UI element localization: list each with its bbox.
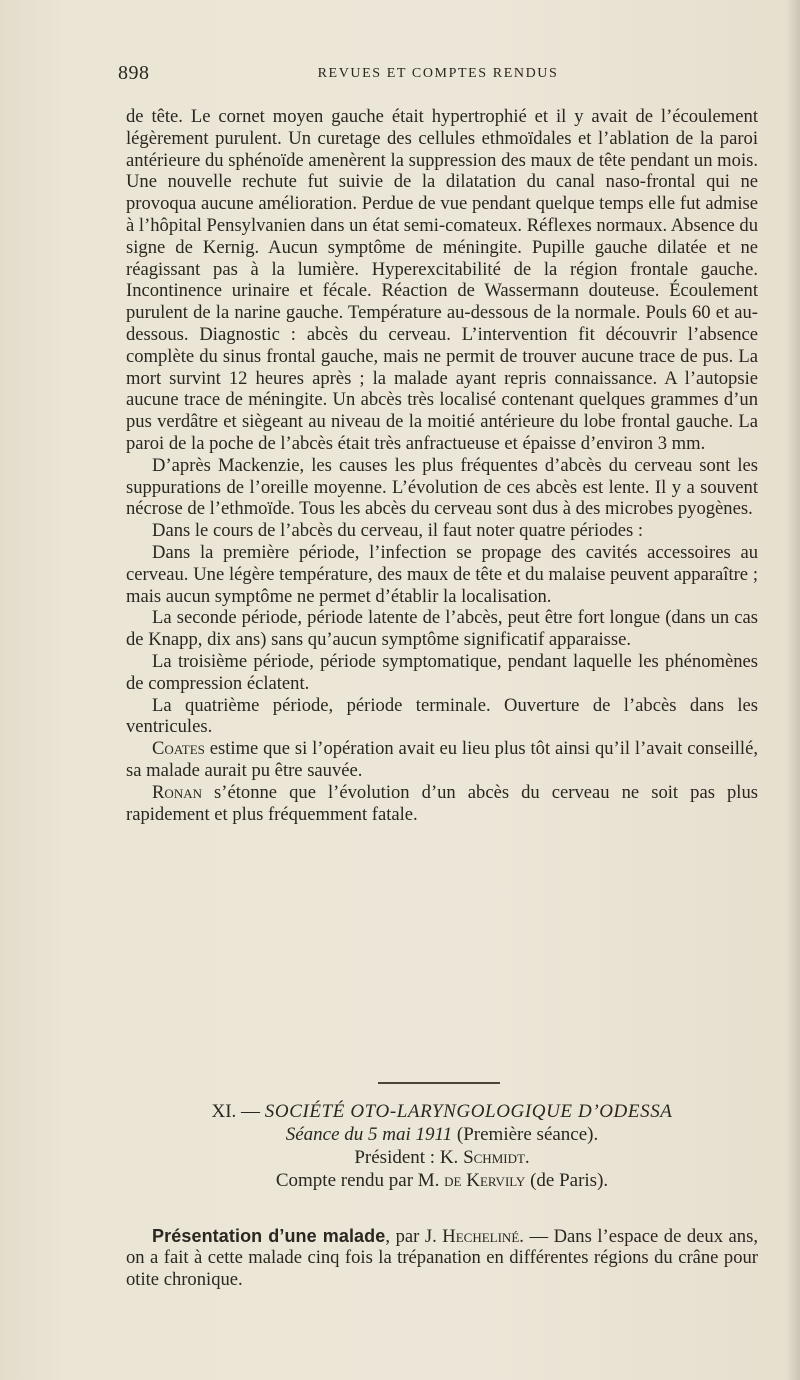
report-name: Kervily (461, 1170, 526, 1191)
paragraph-first-period: Dans la première période, l’infection se propage des cavités accessoires au cerveau. Une légère température, des maux de tête et du malaise peuvent apparaître ; mais aucun symptôme ne permet d’établir la localisation. (126, 541, 758, 607)
section-number: XI. (211, 1101, 237, 1122)
body-text (126, 106, 758, 825)
section-heading (126, 1100, 758, 1192)
paragraph-coates (126, 738, 758, 782)
session-date: Séance du 5 mai 1911 (285, 1124, 453, 1145)
paragraph-case-report: de tête. Le cornet moyen gauche était hypertrophié et il y avait de l’écoulement légèrement purulent. Un curetage des cellules ethmoïdales et l’ablation de la paroi antérieure du sphénoïde amenèrent la suppression des maux de tête pendant un mois. Une nouvelle rechute fut suivie de la dilatation du canal naso-frontal qui ne provoqua aucune amélioration. Perdue de vue pendant quelque temps elle fut admise à l’hôpital Pensylvanien dans un état semi-comateux. Réflexes normaux. Absence du signe de Kernig. Aucun symptôme de méningite. Pupille gauche dilatée et ne réagissant pas à la lumière. Hyperexcitabilité de la région frontale gauche. Incontinence urinaire et fécale. Réaction de Wassermann douteuse. Écoulement purulent de la narine gauche. Température au-dessous de la normale. Pouls 60 et au-dessous. Diagnostic : abcès du cerveau. L’intervention fit découvrir l’absence complète du sinus frontal gauche, mais ne permit de trouver aucune trace de pus. La mort survint 12 heures après ; la malade ayant repris connaissance. A l’autopsie aucune trace de méningite. Un abcès très localisé contenant quelques grammes d’un pus verdâtre et siègeant au niveau de la moitié antérieure du lobe frontal gauche. La paroi de la poche de l’abcès était très anfractueuse et épaisse d’environ 3 mm. (126, 106, 759, 454)
report-suffix: (de Paris). (525, 1170, 609, 1191)
paragraph-third-period: La troisième période, période symptomatique, pendant laquelle les phénomènes de compression éclatent. (126, 650, 758, 694)
session-line (126, 1123, 758, 1146)
paragraph-ronan (126, 782, 758, 826)
report-prefix: Compte rendu par M. (275, 1170, 445, 1191)
society-title: SOCIÉTÉ OTO-LARYNGOLOGIQUE D’ODESSA (264, 1101, 673, 1122)
society-heading-line (126, 1100, 758, 1123)
author-ronan: Ronan (152, 781, 202, 803)
section-divider (378, 1082, 500, 1084)
running-head: REVUES ET COMPTES RENDUS (317, 66, 559, 81)
report-line (126, 1169, 758, 1192)
presentation-heading: Présentation d’une malade (152, 1225, 386, 1246)
report-particle: de (444, 1170, 462, 1191)
paragraph-second-period: La seconde période, période latente de l’abcès, peut être fort longue (dans un cas de Knapp, dix ans) sans qu’aucun symptôme significatif apparaisse. (126, 607, 758, 651)
presentation-author-prefix: , par J. (385, 1225, 443, 1247)
session-note: (Première séance). (452, 1124, 599, 1145)
president-line (126, 1146, 758, 1169)
presentation-author-name: Hecheliné (442, 1225, 520, 1247)
president-prefix: Président : K. (354, 1147, 464, 1168)
paragraph-presentation (126, 1226, 758, 1291)
presentation-text: . — Dans l’espace de deux ans, on a fait à cette malade cinq fois la trépanation en différentes régions du crâne pour otite chronique. (126, 1225, 758, 1291)
coates-text: estime que si l’opération avait eu lieu plus tôt ainsi qu’il l’avait conseillé, sa malade aurait pu être sauvée. (126, 738, 758, 781)
paragraph-mackenzie: D’après Mackenzie, les causes les plus fréquentes d’abcès du cerveau sont les suppurations de l’oreille moyenne. L’évolution de ces abcès est lente. Il y a souvent nécrose de l’ethmoïde. Tous les abcès du cerveau sont dus à des microbes pyogènes. (126, 454, 758, 520)
paragraph-four-periods: Dans le cours de l’abcès du cerveau, il faut noter quatre périodes : (152, 520, 644, 542)
ronan-text: s’étonne que l’évolution d’un abcès du cerveau ne soit pas plus rapidement et plus fréquemment fatale. (126, 781, 758, 825)
president-name: Schmidt. (463, 1147, 530, 1168)
page-number: 898 (118, 62, 150, 84)
author-coates: Coates (152, 738, 205, 760)
section-dash: — (236, 1101, 265, 1122)
paragraph-fourth-period: La quatrième période, période terminale. Ouverture de l’abcès dans les ventricules. (126, 694, 758, 738)
page-header (118, 62, 758, 86)
page-edge-shadow (786, 0, 800, 1380)
